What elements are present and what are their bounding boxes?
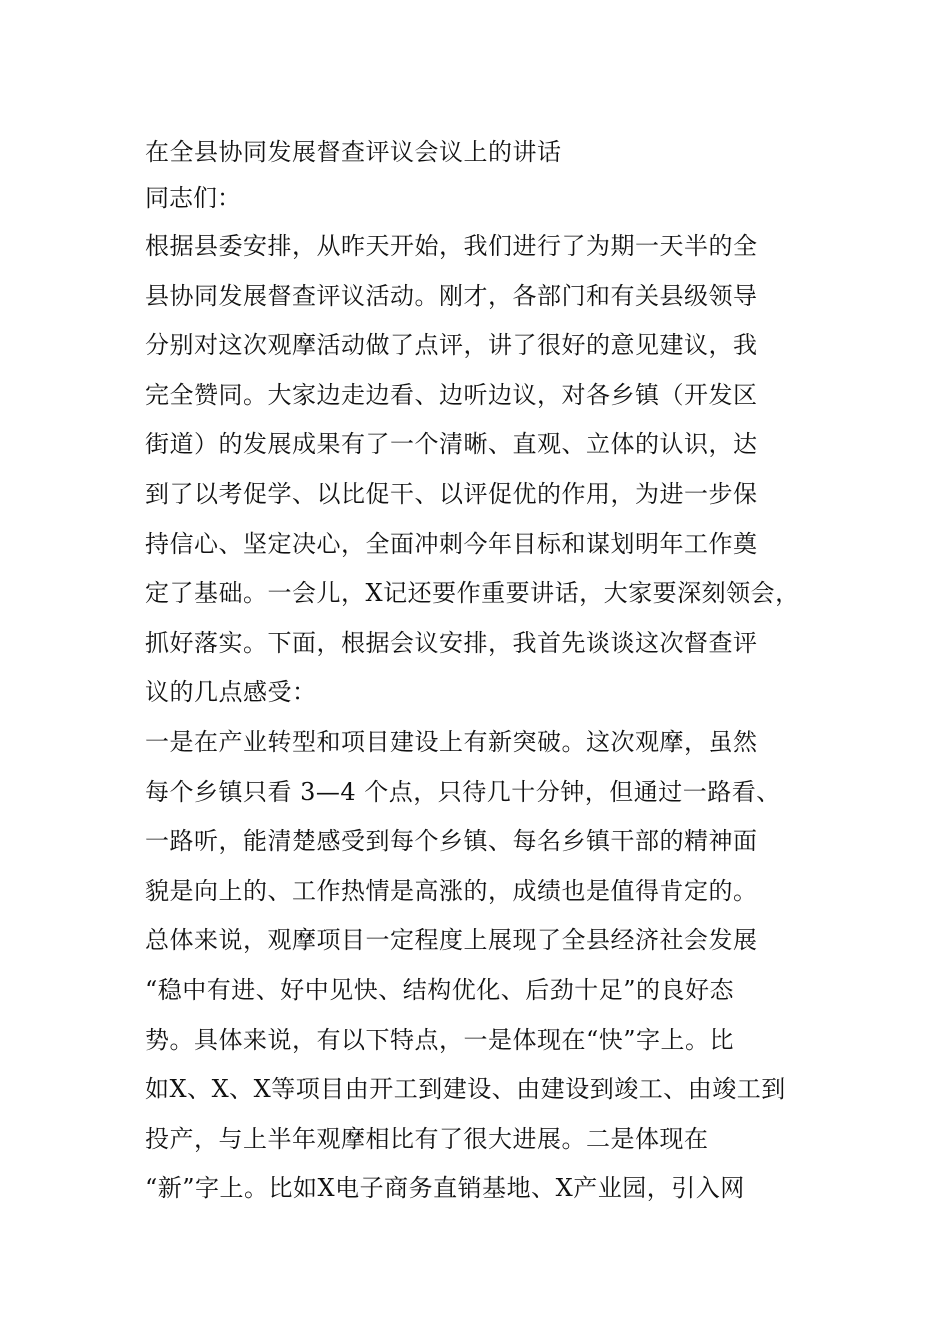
text-line: 根据县委安排，从昨天开始，我们进行了为期一天半的全 [145,232,758,260]
text-line: 一是在产业转型和项目建设上有新突破。这次观摩，虽然 [145,727,758,756]
text-line: 貌是向上的、工作热情是高涨的，成绩也是值得肯定的。 [145,876,758,905]
text-line: 一路听，能清楚感受到每个乡镇、每名乡镇干部的精神面 [145,827,758,856]
text-line: 到了以考促学、以比促干、以评促优的作用，为进一步保 [145,479,758,508]
text-line: 街道）的发展成果有了一个清晰、直观、立体的认识，达 [145,430,758,459]
text-line: 定了基础。一会儿，X记还要作重要讲话，大家要深刻领会， [145,579,800,608]
text-line: 投产，与上半年观摩相比有了很大进展。二是体现在 [145,1124,709,1153]
text-line: 抓好落实。下面，根据会议安排，我首先谈谈这次督查评 [145,628,758,657]
document-title: 在全县协同发展督查评议会议上的讲话 [145,138,562,166]
document-body [145,130,825,1214]
text-line: “稳中有进、好中见快、结构优化、后劲十足”的良好态 [145,975,735,1004]
text-line: 势。具体来说，有以下特点，一是体现在“快”字上。比 [145,1025,735,1054]
text-line: 完全赞同。大家边走边看、边听边议，对各乡镇（开发区 [145,380,758,409]
salutation: 同志们： [145,184,241,212]
text-line: 每个乡镇只看 3—4 个点，只待几十分钟，但通过一路看、 [145,777,781,806]
paragraph-block [145,222,825,1214]
text-line: 持信心、坚定决心，全面冲刺今年目标和谋划明年工作奠 [145,529,758,558]
text-line: 县协同发展督查评议活动。刚才，各部门和有关县级领导 [145,281,758,310]
text-line: “新”字上。比如X电子商务直销基地、X产业园，引入网 [145,1174,745,1203]
text-line: 议的几点感受： [145,678,317,707]
text-line: 总体来说，观摩项目一定程度上展现了全县经济社会发展 [145,926,758,955]
text-line: 分别对这次观摩活动做了点评，讲了很好的意见建议，我 [145,331,758,360]
text-line: 如X、X、X等项目由开工到建设、由建设到竣工、由竣工到 [145,1075,786,1104]
